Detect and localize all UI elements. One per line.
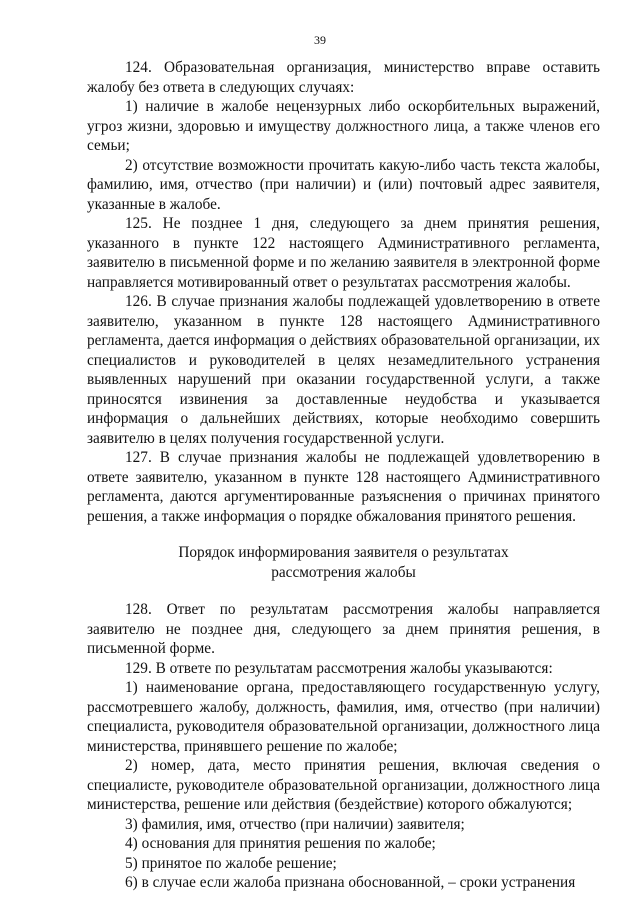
paragraph-124-item-2: 2) отсутствие возможности прочитать какую-либо часть текста жалобы, фамилию, имя, отчество (при наличии) и (или) почтовый адрес заявителя, указанные в жалобе. <box>87 156 600 213</box>
section-heading <box>87 543 600 582</box>
paragraph-129-item-4: 4) основания для принятия решения по жалобе; <box>125 835 436 852</box>
paragraph-129: 129. В ответе по результатам рассмотрения жалобы указываются: <box>125 659 553 677</box>
document-body <box>87 58 600 893</box>
paragraph-127: 127. В случае признания жалобы не подлежащей удовлетворению в ответе заявителю, указанном в пункте 128 настоящего Административного регламента, даются аргументированные разъяснения о причинах принятого решения, а также информация о порядке обжалования принятого решения. <box>87 449 600 525</box>
page-number: 39 <box>314 33 326 47</box>
paragraph-129-item-3: 3) фамилия, имя, отчество (при наличии) заявителя; <box>125 815 465 833</box>
paragraph-129-item-1: 1) наименование органа, предоставляющего государственную услугу, рассмотревшего жалобу, должность, фамилия, имя, отчество (при наличии) специалиста, руководителя образовательной организации, должностного лица министерства, принявшего решение по жалобе; <box>87 679 600 755</box>
paragraph-125: 125. Не позднее 1 дня, следующего за днем принятия решения, указанного в пункте 122 настоящего Административного регламента, заявителю в письменной форме и по желанию заявителя в электронной форме направляется мотивированный ответ о результатах рассмотрения жалобы. <box>87 215 600 291</box>
section-heading-line-1: Порядок информирования заявителя о результатах <box>178 544 509 561</box>
paragraph-124-item-1: 1) наличие в жалобе нецензурных либо оскорбительных выражений, угроз жизни, здоровью и имуществу должностного лица, а также членов его семьи; <box>87 98 600 154</box>
paragraph-129-item-2: 2) номер, дата, место принятия решения, включая сведения о специалисте, руководителе образовательной организации, должностного лица министерства, решение или действия (бездействие) которого обжалуются; <box>87 757 600 813</box>
paragraph-128: 128. Ответ по результатам рассмотрения жалобы направляется заявителю не позднее дня, следующего за днем принятия решения, в письменной форме. <box>87 601 600 657</box>
paragraph-124: 124. Образовательная организация, министерство вправе оставить жалобу без ответа в следующих случаях: <box>87 59 600 96</box>
paragraph-126: 126. В случае признания жалобы подлежащей удовлетворению в ответе заявителю, указанном в пункте 128 настоящего Административного регламента, дается информация о действиях образовательной организации, их специалистов и руководителей в целях незамедлительного устранения выявленных нарушений при оказании государственной услуги, а также приносятся извинения за доставленные неудобства и указывается информация о дальнейших действиях, которые необходимо совершить заявителю в целях получения государственной услуги. <box>87 293 600 447</box>
paragraph-129-item-6: 6) в случае если жалоба признана обоснованной, – сроки устранения <box>125 874 576 891</box>
section-heading-line-2: рассмотрения жалобы <box>271 563 416 581</box>
paragraph-129-item-5: 5) принятое по жалобе решение; <box>125 854 337 872</box>
